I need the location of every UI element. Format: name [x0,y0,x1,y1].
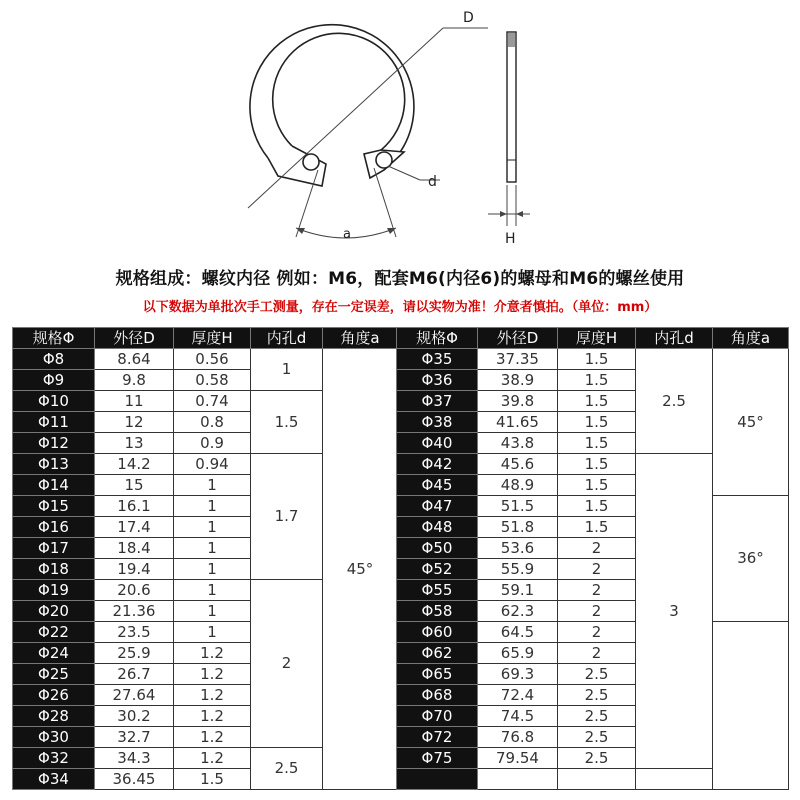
outer-diameter-cell: 64.5 [478,622,558,643]
outer-diameter-cell: 39.8 [478,391,558,412]
angle-cell: 45° [323,349,398,790]
table-header-row [397,328,789,349]
label-D: D [463,10,474,26]
outer-diameter-cell: 21.36 [95,601,174,622]
outer-diameter-cell: 51.5 [478,496,558,517]
table-row [13,349,398,370]
hole-diameter-cell: 1.5 [251,391,323,454]
thickness-cell: 1.2 [174,727,251,748]
size-cell: Φ12 [13,433,95,454]
thickness-cell: 1.5 [558,370,636,391]
outer-diameter-cell: 14.2 [95,454,174,475]
thickness-cell [558,769,636,790]
column-header: 规格Φ [397,328,478,349]
thickness-cell: 1.2 [174,664,251,685]
size-cell: Φ13 [13,454,95,475]
thickness-cell: 2 [558,622,636,643]
column-header: 内孔d [251,328,323,349]
size-cell: Φ38 [397,412,478,433]
thickness-cell: 1.2 [174,748,251,769]
thickness-cell: 1.5 [558,433,636,454]
outer-diameter-cell: 51.8 [478,517,558,538]
outer-diameter-cell: 9.8 [95,370,174,391]
thickness-cell: 1 [174,538,251,559]
right-lug-hole [376,152,392,168]
thickness-cell: 1 [174,496,251,517]
thickness-cell: 1.5 [558,349,636,370]
outer-diameter-cell: 17.4 [95,517,174,538]
size-cell: Φ22 [13,622,95,643]
label-a: a [343,227,351,242]
ring-inner-edge [273,33,405,150]
thickness-cell: 2.5 [558,685,636,706]
outer-diameter-cell: 43.8 [478,433,558,454]
column-header: 角度a [323,328,398,349]
column-header: 厚度H [174,328,251,349]
thickness-cell: 1 [174,580,251,601]
hole-diameter-cell: 2 [251,580,323,748]
thickness-cell: 1 [174,622,251,643]
size-cell: Φ34 [13,769,95,790]
size-cell: Φ24 [13,643,95,664]
size-cell: Φ30 [13,727,95,748]
size-cell: Φ10 [13,391,95,412]
column-header: 规格Φ [13,328,95,349]
left-lug-hole [303,154,319,170]
outer-diameter-cell: 37.35 [478,349,558,370]
angle-line-right [374,168,396,237]
outer-diameter-cell: 26.7 [95,664,174,685]
table-row [397,622,789,643]
outer-diameter-cell: 53.6 [478,538,558,559]
size-cell: Φ32 [13,748,95,769]
thickness-cell: 1 [174,559,251,580]
size-cell: Φ65 [397,664,478,685]
size-cell: Φ28 [13,706,95,727]
thickness-cell: 1.5 [558,475,636,496]
size-cell: Φ25 [13,664,95,685]
column-header: 厚度H [558,328,636,349]
hole-diameter-cell: 1 [251,349,323,391]
outer-diameter-cell: 38.9 [478,370,558,391]
side-profile-hatch [508,33,515,47]
outer-diameter-cell: 25.9 [95,643,174,664]
outer-diameter-cell: 11 [95,391,174,412]
label-d: d [428,174,437,190]
spec-title: 规格组成：螺纹内径 例如：M6，配套M6(内径6)的螺母和M6的螺丝使用 [115,269,685,289]
size-cell: Φ72 [397,727,478,748]
column-header: 内孔d [636,328,713,349]
thickness-cell: 2 [558,601,636,622]
outer-diameter-cell: 36.45 [95,769,174,790]
size-cell: Φ20 [13,601,95,622]
thickness-cell: 0.56 [174,349,251,370]
thickness-cell: 1 [174,475,251,496]
hole-leader [388,166,420,180]
thickness-cell: 2.5 [558,706,636,727]
hole-diameter-cell: 2.5 [251,748,323,790]
table-row [397,349,789,370]
outer-diameter-cell: 74.5 [478,706,558,727]
size-cell: Φ26 [13,685,95,706]
outer-diameter-cell: 41.65 [478,412,558,433]
outer-diameter-cell: 79.54 [478,748,558,769]
size-cell: Φ47 [397,496,478,517]
outer-diameter-cell: 65.9 [478,643,558,664]
size-cell: Φ62 [397,643,478,664]
size-cell: Φ35 [397,349,478,370]
ring-outer-edge [250,25,414,170]
size-cell [397,769,478,790]
column-header: 角度a [713,328,789,349]
thickness-cell: 2.5 [558,664,636,685]
column-header: 外径D [95,328,174,349]
thickness-cell: 2 [558,538,636,559]
size-cell: Φ37 [397,391,478,412]
size-cell: Φ68 [397,685,478,706]
size-cell: Φ58 [397,601,478,622]
thickness-cell: 2 [558,643,636,664]
thickness-cell: 0.74 [174,391,251,412]
thickness-cell: 1.5 [558,391,636,412]
size-cell: Φ70 [397,706,478,727]
size-cell: Φ11 [13,412,95,433]
size-cell: Φ17 [13,538,95,559]
thickness-cell: 1.5 [558,412,636,433]
outer-diameter-cell: 15 [95,475,174,496]
outer-diameter-cell: 34.3 [95,748,174,769]
size-cell: Φ15 [13,496,95,517]
hole-diameter-cell [636,769,713,790]
thickness-cell: 0.94 [174,454,251,475]
thickness-cell: 2.5 [558,748,636,769]
table-row [397,496,789,517]
hole-diameter-cell: 1.7 [251,454,323,580]
size-cell: Φ55 [397,580,478,601]
thickness-cell: 2.5 [558,727,636,748]
hole-diameter-cell: 2.5 [636,349,713,454]
measurement-disclaimer: 以下数据为单批次手工测量，存在一定误差，请以实物为准！介意者慎拍。（单位：mm） [142,300,658,315]
angle-cell [713,622,789,790]
outer-diameter-cell: 19.4 [95,559,174,580]
thickness-cell: 0.9 [174,433,251,454]
size-cell: Φ36 [397,370,478,391]
size-cell: Φ50 [397,538,478,559]
thickness-cell: 2 [558,559,636,580]
angle-cell: 36° [713,496,789,622]
thickness-cell: 1.5 [558,454,636,475]
outer-diameter-cell: 76.8 [478,727,558,748]
hole-diameter-cell: 3 [636,454,713,769]
thickness-cell: 1.5 [174,769,251,790]
size-cell: Φ8 [13,349,95,370]
outer-diameter-cell: 55.9 [478,559,558,580]
outer-diameter-cell: 48.9 [478,475,558,496]
outer-diameter-cell: 8.64 [95,349,174,370]
size-cell: Φ45 [397,475,478,496]
size-cell: Φ60 [397,622,478,643]
thickness-cell: 1.2 [174,706,251,727]
thickness-cell: 1.5 [558,517,636,538]
outer-diameter-cell: 16.1 [95,496,174,517]
outer-diameter-cell [478,769,558,790]
outer-diameter-cell: 69.3 [478,664,558,685]
thickness-cell: 1.2 [174,685,251,706]
size-cell: Φ48 [397,517,478,538]
outer-diameter-cell: 27.64 [95,685,174,706]
spec-table-right [396,327,789,790]
thickness-arrow-left [500,211,507,217]
outer-diameter-cell: 18.4 [95,538,174,559]
thickness-cell: 0.58 [174,370,251,391]
column-header: 外径D [478,328,558,349]
size-cell: Φ9 [13,370,95,391]
thickness-arrow-right [516,211,523,217]
table-header-row [13,328,398,349]
size-cell: Φ75 [397,748,478,769]
thickness-cell: 2 [558,580,636,601]
outer-diameter-cell: 13 [95,433,174,454]
outer-diameter-cell: 30.2 [95,706,174,727]
outer-diameter-cell: 62.3 [478,601,558,622]
size-cell: Φ19 [13,580,95,601]
size-cell: Φ40 [397,433,478,454]
thickness-cell: 0.8 [174,412,251,433]
outer-diameter-cell: 23.5 [95,622,174,643]
size-cell: Φ18 [13,559,95,580]
spec-table-left [12,327,398,790]
outer-diameter-cell: 20.6 [95,580,174,601]
thickness-cell: 1.2 [174,643,251,664]
thickness-cell: 1.5 [558,496,636,517]
outer-diameter-cell: 32.7 [95,727,174,748]
outer-diameter-cell: 59.1 [478,580,558,601]
circlip-diagram [0,0,800,262]
size-cell: Φ52 [397,559,478,580]
size-cell: Φ16 [13,517,95,538]
size-cell: Φ14 [13,475,95,496]
thickness-cell: 1 [174,601,251,622]
angle-cell: 45° [713,349,789,496]
thickness-cell: 1 [174,517,251,538]
size-cell: Φ42 [397,454,478,475]
outer-diameter-cell: 45.6 [478,454,558,475]
label-H: H [505,231,516,247]
outer-diameter-cell: 72.4 [478,685,558,706]
outer-diameter-cell: 12 [95,412,174,433]
